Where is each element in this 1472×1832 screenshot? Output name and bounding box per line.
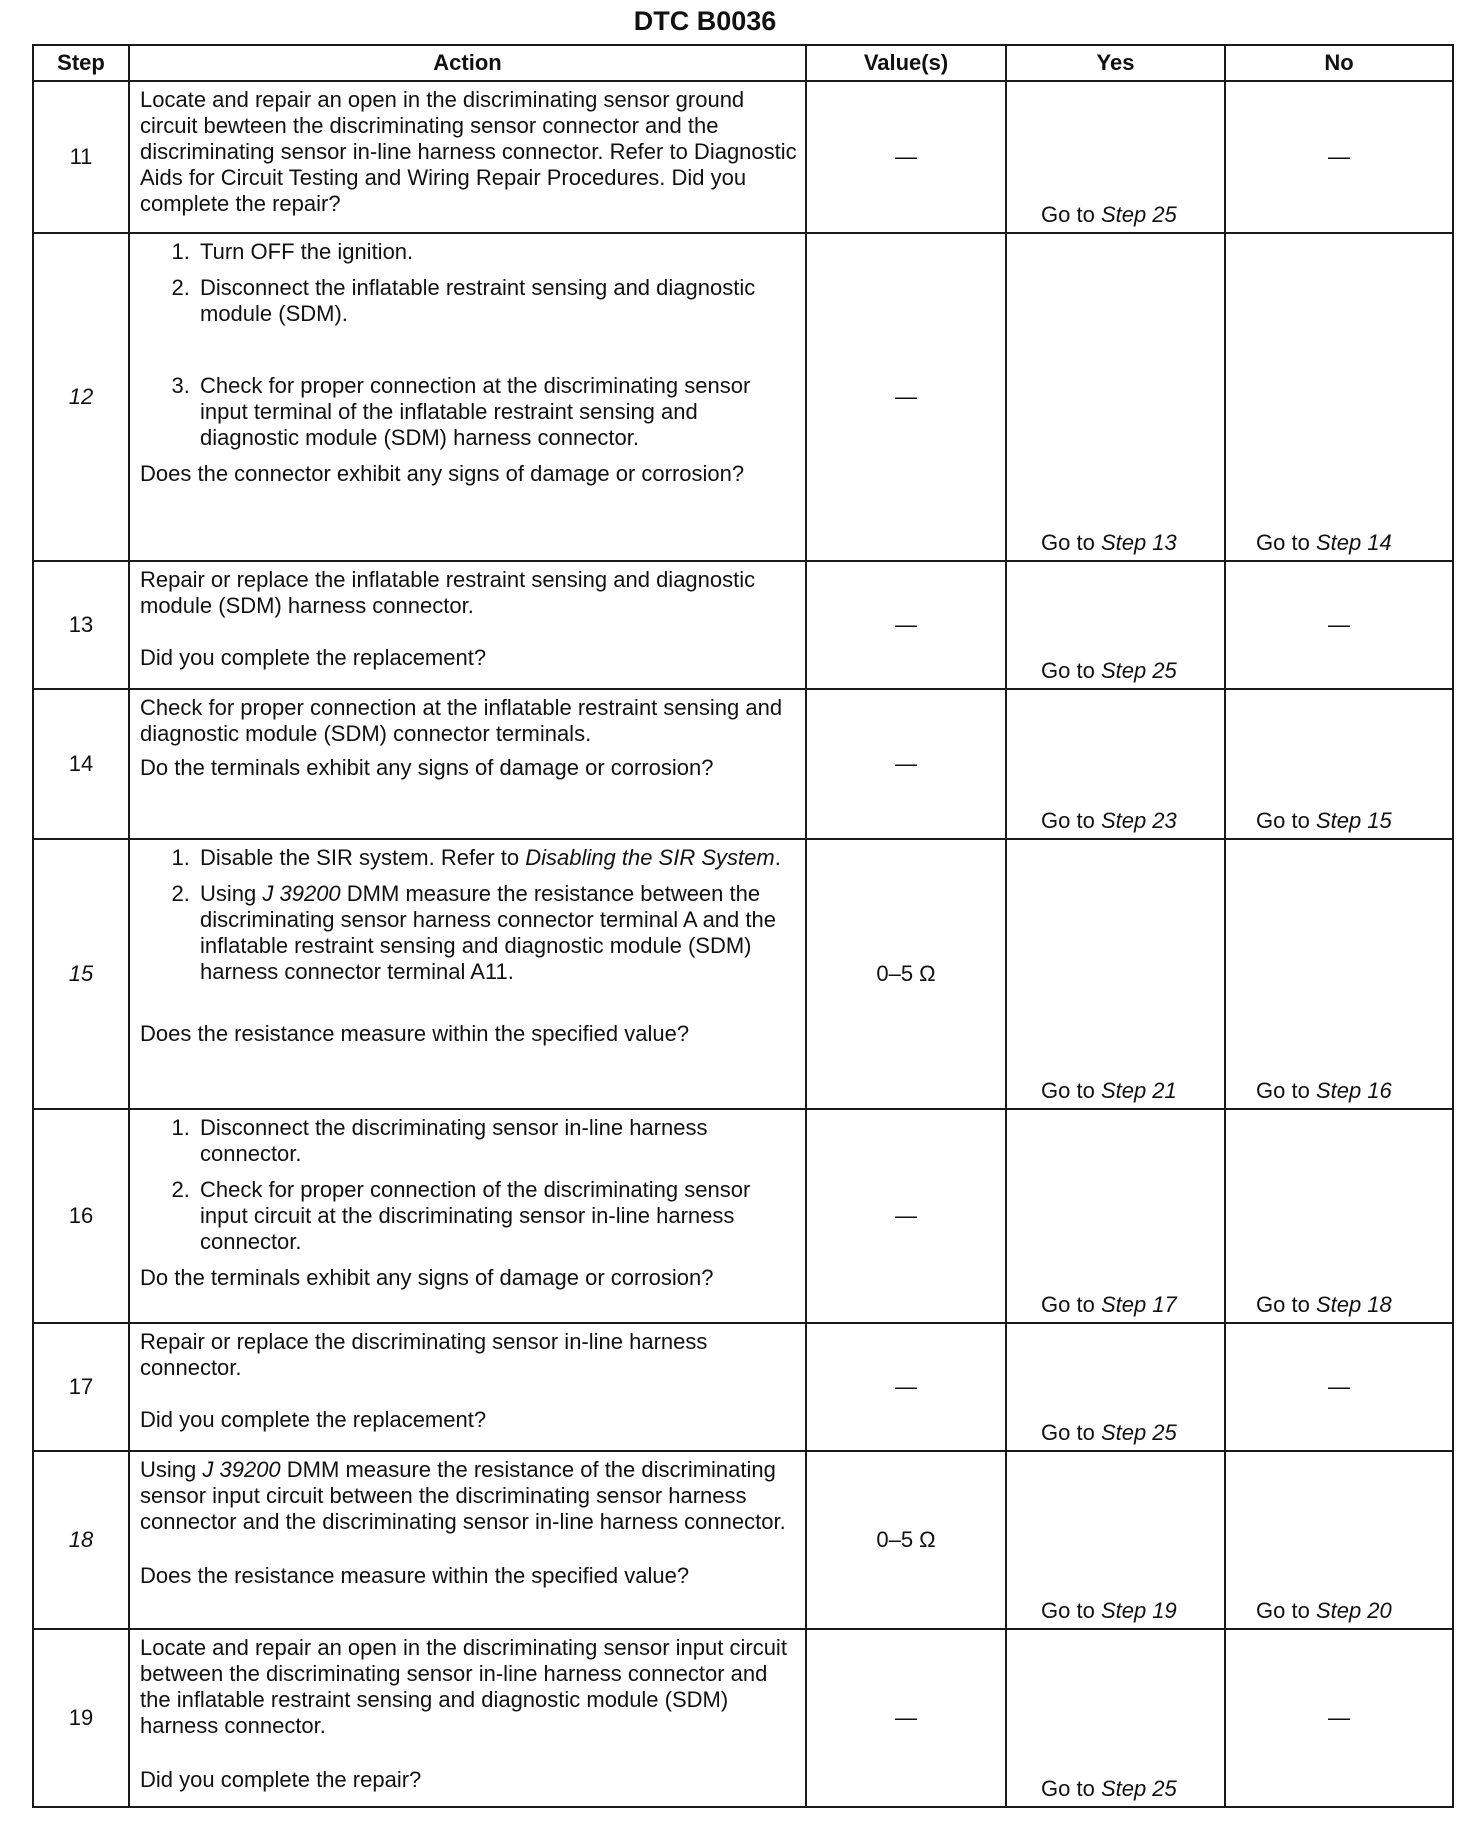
action-text: Locate and repair an open in the discriminating sensor ground circuit bewteen the discriminating sensor connector and the discriminating sensor in-line harness connector. Refer to Diagnostic Aids for Circuit Testing and Wiring Repair Procedures. Did you complete the repair? [140, 87, 797, 216]
value-cell: — [806, 1109, 1006, 1323]
column-header-step: Step [33, 45, 129, 81]
goto-step-link[interactable]: Step 21 [1100, 1078, 1177, 1103]
value-cell: — [806, 561, 1006, 689]
table-row [33, 81, 1453, 233]
yes-cell [1006, 1323, 1225, 1451]
goto-prefix: Go to [1041, 1420, 1095, 1445]
action-cell [129, 1323, 806, 1451]
goto-prefix: Go to [1256, 808, 1310, 833]
step-number: 16 [33, 1109, 129, 1323]
action-text: Repair or replace the discriminating sensor in-line harness connector. [140, 1329, 708, 1380]
table-row [33, 561, 1453, 689]
dtc-procedure-table [32, 44, 1454, 1808]
procedure-reference: Disabling the SIR System [525, 845, 775, 870]
action-list [140, 1115, 797, 1255]
action-text-part: DMM measure the resistance of the discriminating sensor input circuit between the discriminating sensor harness connector and the discriminating sensor in-line harness connector. [140, 1457, 786, 1534]
goto-prefix: Go to [1041, 1776, 1095, 1801]
list-item: 1. Disable the SIR system. Refer to Disabling the SIR System. [196, 845, 797, 871]
action-cell [129, 233, 806, 561]
goto-step-link[interactable]: Step 23 [1100, 808, 1177, 833]
yes-cell [1006, 1629, 1225, 1807]
goto-step-link[interactable]: Step 15 [1315, 808, 1392, 833]
table-row [33, 1323, 1453, 1451]
goto-step-link[interactable]: Step 25 [1100, 658, 1177, 683]
action-text: Check for proper connection at the inflatable restraint sensing and diagnostic module (SDM) connector terminals. [140, 695, 783, 746]
goto-step-link[interactable]: Step 19 [1100, 1598, 1177, 1623]
action-cell [129, 1109, 806, 1323]
value-cell: 0–5 Ω [806, 1451, 1006, 1629]
step-number: 11 [33, 81, 129, 233]
goto-prefix: Go to [1041, 1292, 1095, 1317]
table-row [33, 1451, 1453, 1629]
value-cell: — [806, 81, 1006, 233]
action-text-part: Using [140, 1457, 197, 1482]
no-cell [1225, 1451, 1453, 1629]
step-number: 17 [33, 1323, 129, 1451]
yes-cell [1006, 1109, 1225, 1323]
action-cell [129, 1451, 806, 1629]
table-row [33, 233, 1453, 561]
list-item: 2. Check for proper connection of the discriminating sensor input circuit at the discriminating sensor in-line harness connector. [196, 1177, 797, 1255]
goto-step-link[interactable]: Step 25 [1100, 202, 1177, 227]
goto-prefix: Go to [1256, 530, 1310, 555]
action-cell [129, 561, 806, 689]
no-cell [1225, 839, 1453, 1109]
table-row [33, 689, 1453, 839]
list-item: 3. Check for proper connection at the discriminating sensor input terminal of the inflatable restraint sensing and diagnostic module (SDM) harness connector. [196, 373, 797, 451]
step-number: 15 [33, 839, 129, 1109]
no-cell [1225, 689, 1453, 839]
column-header-values: Value(s) [806, 45, 1006, 81]
goto-step-link[interactable]: Step 25 [1100, 1776, 1177, 1801]
yes-cell [1006, 81, 1225, 233]
goto-prefix: Go to [1041, 658, 1095, 683]
action-question: Does the connector exhibit any signs of damage or corrosion? [140, 461, 745, 486]
goto-prefix: Go to [1041, 202, 1095, 227]
goto-prefix: Go to [1041, 808, 1095, 833]
no-cell: — [1225, 1323, 1453, 1451]
goto-prefix: Go to [1256, 1078, 1310, 1103]
action-text: Repair or replace the inflatable restraint sensing and diagnostic module (SDM) harness connector. [140, 567, 756, 618]
action-question: Did you complete the replacement? [140, 645, 487, 670]
goto-prefix: Go to [1041, 1598, 1095, 1623]
goto-prefix: Go to [1256, 1598, 1310, 1623]
goto-step-link[interactable]: Step 16 [1315, 1078, 1392, 1103]
no-cell: — [1225, 561, 1453, 689]
step-number: 13 [33, 561, 129, 689]
value-cell: — [806, 1629, 1006, 1807]
goto-step-link[interactable]: Step 18 [1315, 1292, 1392, 1317]
no-cell: — [1225, 1629, 1453, 1807]
action-question: Does the resistance measure within the specified value? [140, 1563, 690, 1588]
goto-prefix: Go to [1256, 1292, 1310, 1317]
action-cell [129, 81, 806, 233]
no-cell: — [1225, 81, 1453, 233]
goto-step-link[interactable]: Step 14 [1315, 530, 1392, 555]
goto-prefix: Go to [1041, 530, 1095, 555]
column-header-no: No [1225, 45, 1453, 81]
value-cell: 0–5 Ω [806, 839, 1006, 1109]
no-cell [1225, 233, 1453, 561]
action-question: Did you complete the replacement? [140, 1407, 487, 1432]
yes-cell [1006, 233, 1225, 561]
action-text: Locate and repair an open in the discriminating sensor input circuit between the discriminating sensor in-line harness connector and the inflatable restraint sensing and diagnostic module (SDM) harness connector. [140, 1635, 787, 1738]
goto-step-link[interactable]: Step 25 [1100, 1420, 1177, 1445]
step-number: 19 [33, 1629, 129, 1807]
value-cell: — [806, 689, 1006, 839]
action-question: Do the terminals exhibit any signs of damage or corrosion? [140, 1265, 714, 1290]
goto-prefix: Go to [1041, 1078, 1095, 1103]
table-row [33, 839, 1453, 1109]
tool-reference: J 39200 [262, 881, 341, 906]
list-item: 1. Disconnect the discriminating sensor in-line harness connector. [196, 1115, 797, 1167]
value-cell: — [806, 233, 1006, 561]
list-item-text: Disable the SIR system. Refer to [200, 845, 520, 870]
value-cell: — [806, 1323, 1006, 1451]
step-number: 14 [33, 689, 129, 839]
action-question: Does the resistance measure within the specified value? [140, 1021, 690, 1046]
list-item-text: DMM measure the resistance between the discriminating sensor harness connector terminal A and the inflatable restraint sensing and diagnostic module (SDM) harness connector terminal A11. [200, 881, 776, 984]
list-item [196, 881, 797, 985]
column-header-action: Action [129, 45, 806, 81]
table-row [33, 1629, 1453, 1807]
list-item: 1. Turn OFF the ignition. [196, 239, 797, 265]
document-title: DTC B0036 [633, 6, 777, 36]
action-text [140, 1457, 797, 1535]
tool-reference: J 39200 [202, 1457, 281, 1482]
action-list [140, 239, 797, 451]
goto-step-link[interactable]: Step 13 [1100, 530, 1177, 555]
yes-cell [1006, 689, 1225, 839]
yes-cell [1006, 561, 1225, 689]
step-number: 12 [33, 233, 129, 561]
table-row [33, 1109, 1453, 1323]
yes-cell [1006, 1451, 1225, 1629]
action-cell [129, 839, 806, 1109]
goto-step-link[interactable]: Step 17 [1100, 1292, 1177, 1317]
yes-cell [1006, 839, 1225, 1109]
list-item-text: Using [200, 881, 257, 906]
column-header-yes: Yes [1006, 45, 1225, 81]
action-question: Do the terminals exhibit any signs of damage or corrosion? [140, 755, 714, 780]
list-item: 2. Disconnect the inflatable restraint sensing and diagnostic module (SDM). [196, 275, 797, 327]
step-number: 18 [33, 1451, 129, 1629]
action-cell [129, 1629, 806, 1807]
table-header-row [33, 45, 1453, 81]
goto-step-link[interactable]: Step 20 [1315, 1598, 1392, 1623]
action-question: Did you complete the repair? [140, 1767, 422, 1792]
action-list [140, 845, 797, 985]
action-cell [129, 689, 806, 839]
no-cell [1225, 1109, 1453, 1323]
